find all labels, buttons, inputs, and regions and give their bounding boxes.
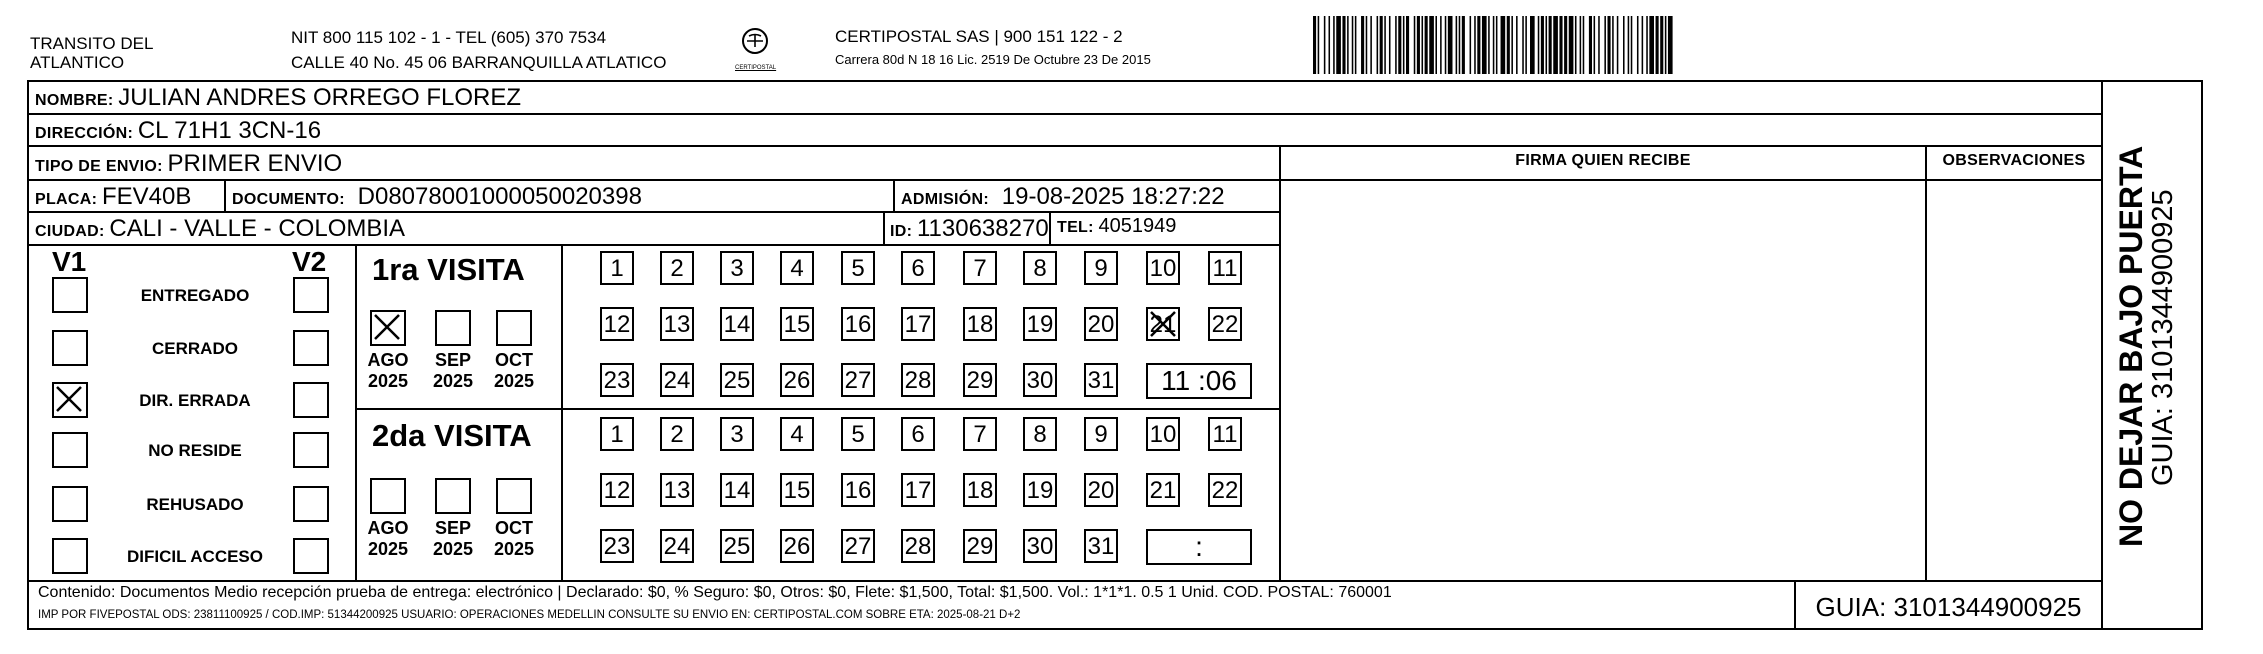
v2-checkbox-1[interactable] [293, 330, 329, 366]
barcode-bar [1398, 16, 1401, 74]
issuer-line1: TRANSITO DEL [30, 34, 154, 53]
visit2-day-1[interactable]: 1 [600, 417, 634, 451]
placa-label: PLACA: [35, 191, 98, 208]
visit1-day-13[interactable]: 13 [660, 307, 694, 341]
documento-value: D08078001000050020398 [357, 183, 642, 210]
visit2-day-11[interactable]: 11 [1208, 417, 1242, 451]
barcode-graphic [1313, 16, 1953, 74]
tipo-envio-field [35, 150, 342, 178]
barcode-bar [1522, 16, 1524, 74]
month-year: 2025 [432, 539, 474, 559]
admision-label: ADMISIÓN: [901, 191, 990, 208]
barcode-bar [1414, 16, 1416, 74]
visit1-day-17[interactable]: 17 [901, 307, 935, 341]
barcode-bar [1352, 16, 1354, 74]
barcode-bar [1403, 16, 1405, 74]
tel-value: 4051949 [1098, 215, 1177, 237]
issuer-contact [291, 28, 666, 72]
barcode-bar [1493, 16, 1495, 74]
barcode-bar [1564, 16, 1567, 74]
barcode-bar [1380, 16, 1383, 74]
barcode-bar [1318, 16, 1320, 74]
visit1-day-29[interactable]: 29 [963, 363, 997, 397]
barcode-bar [1417, 16, 1420, 74]
status-reason-2: DIR. ERRADA [139, 391, 251, 410]
documento-field [232, 183, 642, 211]
tipo-envio-value: PRIMER ENVIO [167, 150, 343, 177]
footer-contenido: Contenido: Documentos Medio recepción prueba de entrega: electrónico | Declarado: $0, % Seguro: $0, Otros: $0, Flete: $1,500, Total: $1,500. Vol.: 1*1*1. 0.5 1 Unid. COD. POSTAL: 760001 [38, 584, 1392, 601]
v2-checkbox-4[interactable] [293, 486, 329, 522]
barcode-bar [1660, 16, 1663, 74]
footer-imp: IMP POR FIVEPOSTAL ODS: 23811100925 / COD.IMP: 51344200925 USUARIO: OPERACIONES MEDELLIN CONSULTE SU ENVIO EN: CERTIPOSTAL.COM SOBRE ETA: 2025-08-21 D+2 [38, 609, 1021, 621]
visit1-day-24[interactable]: 24 [660, 363, 694, 397]
tel-field [1057, 215, 1176, 238]
barcode-bar [1333, 16, 1335, 74]
barcode-bar [1389, 16, 1391, 74]
barcode-bar [1366, 16, 1368, 74]
nombre-field [35, 84, 521, 112]
barcode-bar [1425, 16, 1428, 74]
month-name: AGO [367, 350, 409, 370]
barcode-bar [1496, 16, 1498, 74]
barcode-bar [1384, 16, 1386, 74]
barcode-bar [1549, 16, 1552, 74]
barcode-bar [1649, 16, 1654, 74]
visit1-day-2[interactable]: 2 [660, 251, 694, 285]
visit2-month-checkbox-sep[interactable] [435, 478, 471, 514]
v1-checkbox-5[interactable] [52, 538, 88, 574]
visit1-day-12[interactable]: 12 [600, 307, 634, 341]
visit1-month-label-sep [423, 350, 483, 392]
visit2-month-checkbox-oct[interactable] [496, 478, 532, 514]
barcode-bar [1347, 16, 1349, 74]
visit2-day-3[interactable]: 3 [720, 417, 754, 451]
visit2-month-label-ago [358, 518, 418, 560]
firma-label: FIRMA QUIEN RECIBE [1515, 152, 1691, 169]
barcode-bar [1313, 16, 1316, 74]
v2-checkbox-5[interactable] [293, 538, 329, 574]
visit2-day-21[interactable]: 21 [1146, 473, 1180, 507]
barcode-bar [1580, 16, 1582, 74]
visit1-day-8[interactable]: 8 [1023, 251, 1057, 285]
ciudad-label: CIUDAD: [35, 223, 105, 240]
barcode-bar [1435, 16, 1437, 74]
barcode-bar [1559, 16, 1562, 74]
issuer-name [30, 34, 153, 72]
barcode-bar [1324, 16, 1326, 74]
barcode-bar [1429, 16, 1434, 74]
month-name: OCT [495, 350, 533, 370]
nit-line: NIT 800 115 102 - 1 - TEL (605) 370 7534 [291, 28, 607, 47]
visit2-day-6[interactable]: 6 [901, 417, 935, 451]
barcode-bar [1612, 16, 1614, 74]
x-mark-icon [1148, 309, 1180, 341]
visit2-day-20[interactable]: 20 [1084, 473, 1118, 507]
visit2-day-26[interactable]: 26 [780, 529, 814, 563]
v1-checkbox-0[interactable] [52, 277, 88, 313]
barcode-bar [1617, 16, 1619, 74]
barcode-bar [1456, 16, 1458, 74]
placa-value: FEV40B [101, 183, 192, 210]
barcode-bar [1589, 16, 1592, 74]
visit1-day-25[interactable]: 25 [720, 363, 754, 397]
barcode-bar [1594, 16, 1596, 74]
license-line: Carrera 80d N 18 16 Lic. 2519 De Octubre 23 De 2015 [835, 52, 1151, 67]
visit1-month-checkbox-sep[interactable] [435, 310, 471, 346]
visit1-day-11[interactable]: 11 [1208, 251, 1242, 285]
v1-checkbox-4[interactable] [52, 486, 88, 522]
barcode-bar [1377, 16, 1379, 74]
ciudad-field [35, 215, 405, 243]
direccion-field [35, 117, 321, 145]
company-line: CERTIPOSTAL SAS | 900 151 122 - 2 [835, 27, 1123, 46]
barcode-bar [1342, 16, 1345, 74]
v2-checkbox-2[interactable] [293, 382, 329, 418]
visit2-day-13[interactable]: 13 [660, 473, 694, 507]
barcode-bar [1459, 16, 1461, 74]
visit2-day-19[interactable]: 19 [1023, 473, 1057, 507]
vertical-guia: GUIA: 3101344900925 [2147, 189, 2179, 486]
barcode-bar [1546, 16, 1548, 74]
barcode-bar [1440, 16, 1442, 74]
visit1-day-30[interactable]: 30 [1023, 363, 1057, 397]
barcode-bar [1642, 16, 1644, 74]
month-year: 2025 [493, 371, 535, 391]
status-reason-4: REHUSADO [146, 495, 244, 514]
admision-value: 19-08-2025 18:27:22 [1001, 183, 1225, 210]
visit2-day-30[interactable]: 30 [1023, 529, 1057, 563]
barcode-bar [1474, 16, 1476, 74]
visit2-day-29[interactable]: 29 [963, 529, 997, 563]
visit1-day-23[interactable]: 23 [600, 363, 634, 397]
month-name: SEP [434, 350, 472, 370]
barcode-bar [1668, 16, 1673, 74]
visit2-day-27[interactable]: 27 [841, 529, 875, 563]
visit1-day-19[interactable]: 19 [1023, 307, 1057, 341]
no-dejar-bajo-puerta: NO DEJAR BAJO PUERTA [2113, 145, 2149, 547]
visit2-day-10[interactable]: 10 [1146, 417, 1180, 451]
logo-icon [735, 26, 775, 60]
visit1-day-28[interactable]: 28 [901, 363, 935, 397]
barcode-bar [1623, 16, 1625, 74]
barcode-bar [1604, 16, 1606, 74]
visit2-month-checkbox-ago[interactable] [370, 478, 406, 514]
visit2-day-24[interactable]: 24 [660, 529, 694, 563]
status-reason-0: ENTREGADO [140, 286, 250, 305]
visit2-day-17[interactable]: 17 [901, 473, 935, 507]
documento-label: DOCUMENTO: [232, 191, 345, 208]
visit2-day-16[interactable]: 16 [841, 473, 875, 507]
visit2-day-28[interactable]: 28 [901, 529, 935, 563]
visit2-day-22[interactable]: 22 [1208, 473, 1242, 507]
barcode-bar [1646, 16, 1648, 74]
nombre-value: JULIAN ANDRES ORREGO FLOREZ [118, 84, 522, 111]
visit1-day-18[interactable]: 18 [963, 307, 997, 341]
visit1-day-22[interactable]: 22 [1208, 307, 1242, 341]
month-name: OCT [495, 518, 533, 538]
barcode-bar [1477, 16, 1480, 74]
month-name: SEP [434, 518, 472, 538]
barcode-bar [1637, 16, 1639, 74]
visit2-day-9[interactable]: 9 [1084, 417, 1118, 451]
visit2-day-25[interactable]: 25 [720, 529, 754, 563]
barcode-bar [1511, 16, 1513, 74]
month-year: 2025 [493, 539, 535, 559]
certipostal-logo [735, 26, 775, 70]
visit2-day-2[interactable]: 2 [660, 417, 694, 451]
barcode-bar [1628, 16, 1630, 74]
issuer-line2: ATLANTICO [30, 53, 125, 72]
barcode-bar [1470, 16, 1472, 74]
visit1-title: 1ra VISITA [372, 252, 525, 287]
barcode-bar [1361, 16, 1364, 74]
barcode-bar [1507, 16, 1510, 74]
visit1-day-21[interactable]: 21 [1146, 307, 1180, 341]
barcode-bar [1583, 16, 1585, 74]
barcode-bar [1370, 16, 1372, 74]
visit1-day-5[interactable]: 5 [841, 251, 875, 285]
barcode-bar [1329, 16, 1331, 74]
barcode-bar [1530, 16, 1535, 74]
visit2-day-7[interactable]: 7 [963, 417, 997, 451]
id-label: ID: [890, 223, 913, 240]
barcode-bar [1656, 16, 1659, 74]
barcode [1313, 16, 1953, 74]
v2-checkbox-3[interactable] [293, 432, 329, 468]
visit1-month-label-ago [358, 350, 418, 392]
barcode-bar [1406, 16, 1409, 74]
month-year: 2025 [367, 539, 409, 559]
visit1-day-27[interactable]: 27 [841, 363, 875, 397]
visit2-day-31[interactable]: 31 [1084, 529, 1118, 563]
visit2-day-15[interactable]: 15 [780, 473, 814, 507]
x-mark-icon [54, 384, 86, 416]
tel-label: TEL: [1057, 219, 1094, 236]
month-year: 2025 [367, 371, 409, 391]
visit2-day-14[interactable]: 14 [720, 473, 754, 507]
barcode-bar [1525, 16, 1527, 74]
v2-label: V2 [292, 246, 327, 277]
id-value: 1130638270 [916, 215, 1049, 242]
x-mark-icon [372, 312, 404, 344]
observaciones-label: OBSERVACIONES [1942, 152, 2086, 169]
visit2-day-8[interactable]: 8 [1023, 417, 1057, 451]
barcode-bar [1553, 16, 1558, 74]
visit2-day-4[interactable]: 4 [780, 417, 814, 451]
visit1-day-7[interactable]: 7 [963, 251, 997, 285]
barcode-bar [1336, 16, 1341, 74]
visit1-day-16[interactable]: 16 [841, 307, 875, 341]
id-field [890, 215, 1049, 243]
status-reason-3: NO RESIDE [148, 441, 242, 460]
signature-area[interactable] [1281, 181, 1925, 579]
visit1-time-box[interactable]: 11 :06 [1146, 363, 1252, 399]
barcode-bar [1541, 16, 1544, 74]
visit2-month-label-oct [484, 518, 544, 560]
ciudad-value: CALI - VALLE - COLOMBIA [109, 215, 406, 242]
barcode-bar [1482, 16, 1487, 74]
barcode-bar [1355, 16, 1357, 74]
address-line: CALLE 40 No. 45 06 BARRANQUILLA ATLATICO [291, 53, 667, 72]
visit1-day-9[interactable]: 9 [1084, 251, 1118, 285]
barcode-bar [1598, 16, 1600, 74]
barcode-bar [1665, 16, 1667, 74]
visit2-day-5[interactable]: 5 [841, 417, 875, 451]
direccion-value: CL 71H1 3CN-16 [137, 117, 322, 144]
visit1-day-1[interactable]: 1 [600, 251, 634, 285]
nombre-label: NOMBRE: [35, 92, 114, 109]
visit1-day-3[interactable]: 3 [720, 251, 754, 285]
barcode-bar [1395, 16, 1397, 74]
v1-checkbox-1[interactable] [52, 330, 88, 366]
tipo-envio-label: TIPO DE ENVIO: [35, 158, 163, 175]
placa-field [35, 183, 191, 211]
month-year: 2025 [432, 371, 474, 391]
barcode-bar [1631, 16, 1633, 74]
v1-label: V1 [52, 246, 87, 277]
visit2-time-box[interactable]: : [1146, 529, 1252, 565]
barcode-bar [1422, 16, 1424, 74]
visit1-month-checkbox-oct[interactable] [496, 310, 532, 346]
visit1-day-14[interactable]: 14 [720, 307, 754, 341]
visit1-day-20[interactable]: 20 [1084, 307, 1118, 341]
visit1-month-checkbox-ago[interactable] [370, 310, 406, 346]
visit1-day-4[interactable]: 4 [780, 251, 814, 285]
barcode-bar [1538, 16, 1540, 74]
barcode-bar [1501, 16, 1506, 74]
direccion-label: DIRECCIÓN: [35, 125, 134, 142]
barcode-bar [1569, 16, 1574, 74]
visit1-day-31[interactable]: 31 [1084, 363, 1118, 397]
visit1-day-26[interactable]: 26 [780, 363, 814, 397]
observaciones-area[interactable] [1927, 181, 2101, 579]
visit2-day-23[interactable]: 23 [600, 529, 634, 563]
admision-field [901, 183, 1225, 211]
visit2-day-12[interactable]: 12 [600, 473, 634, 507]
visit1-month-label-oct [484, 350, 544, 392]
barcode-bar [1575, 16, 1577, 74]
visit1-day-6[interactable]: 6 [901, 251, 935, 285]
visit2-title: 2da VISITA [372, 418, 532, 453]
visit1-day-15[interactable]: 15 [780, 307, 814, 341]
barcode-bar [1448, 16, 1453, 74]
barcode-bar [1516, 16, 1518, 74]
logo-caption: CERTIPOSTAL [735, 65, 777, 71]
month-name: AGO [367, 518, 409, 538]
v1-checkbox-2[interactable] [52, 382, 88, 418]
v2-checkbox-0[interactable] [293, 277, 329, 313]
v1-checkbox-3[interactable] [52, 432, 88, 468]
barcode-bar [1445, 16, 1447, 74]
barcode-bar [1488, 16, 1490, 74]
visit1-day-10[interactable]: 10 [1146, 251, 1180, 285]
status-reason-5: DIFICIL ACCESO [126, 547, 263, 566]
barcode-bar [1462, 16, 1465, 74]
footer-guia: GUIA: 3101344900925 [1815, 592, 2082, 622]
visit2-day-18[interactable]: 18 [963, 473, 997, 507]
status-reason-1: CERRADO [152, 339, 238, 358]
barcode-bar [1608, 16, 1611, 74]
visit2-month-label-sep [423, 518, 483, 560]
